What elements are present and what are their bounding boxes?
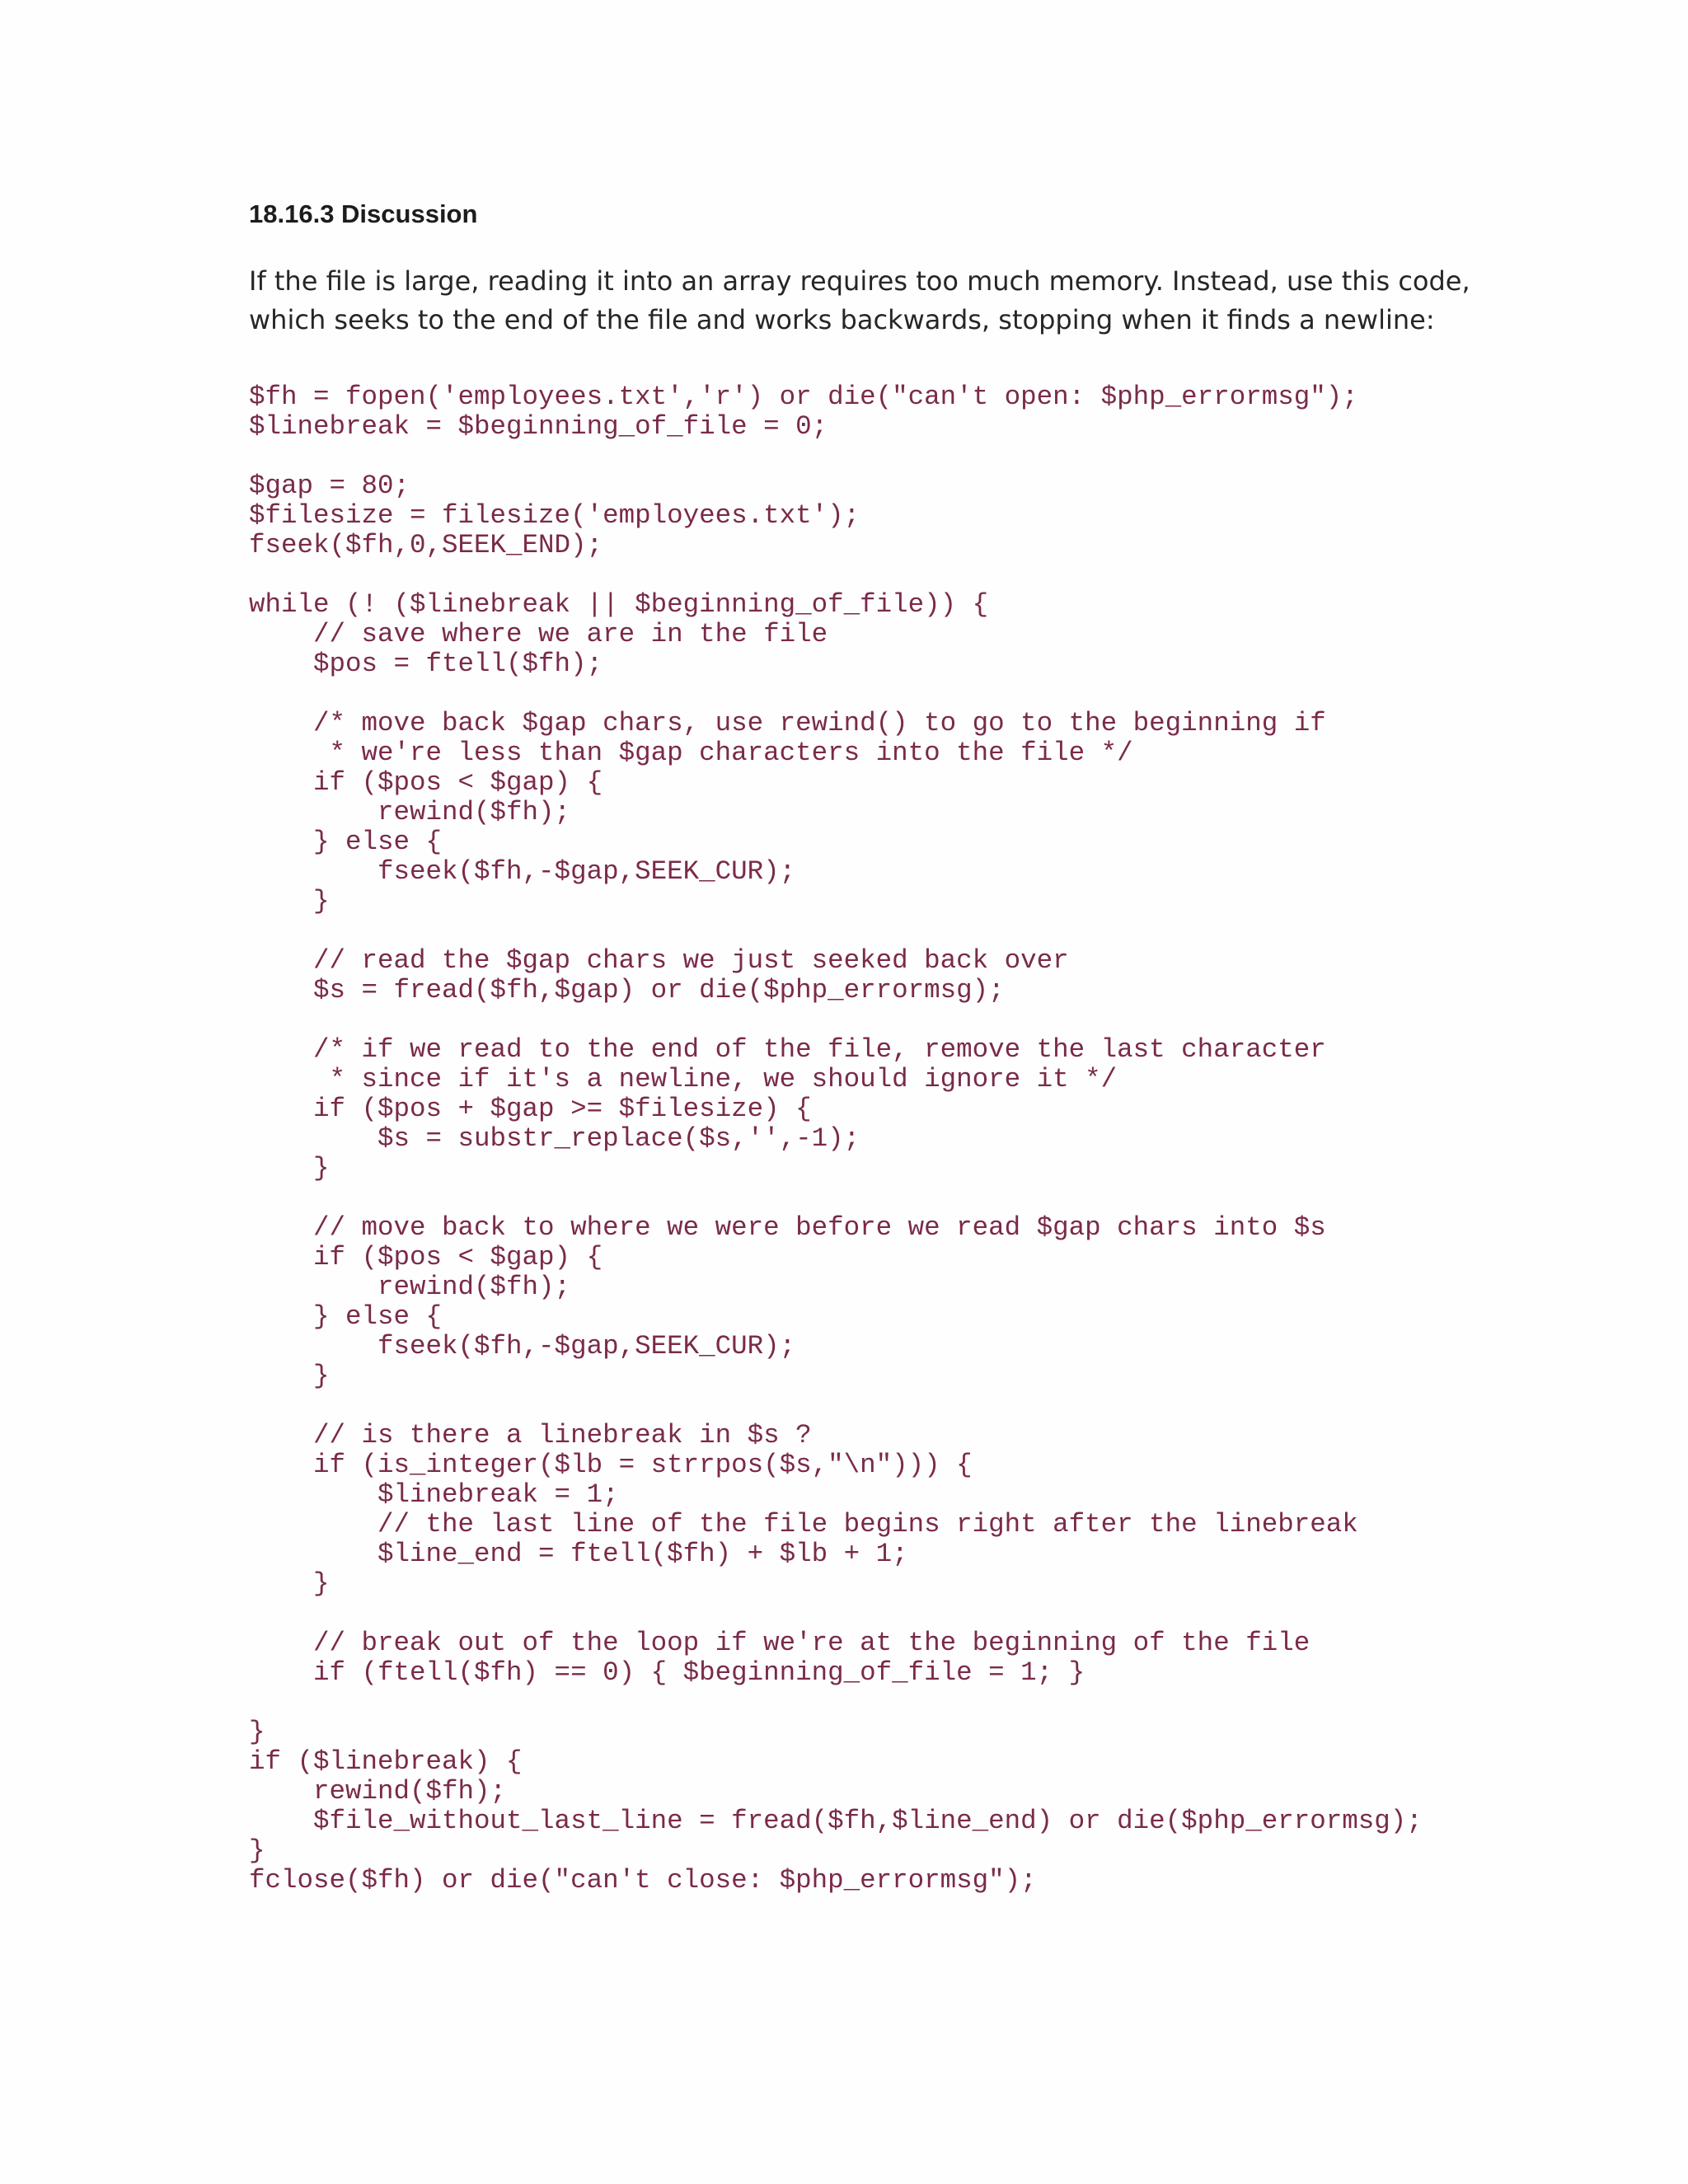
code-line [249, 442, 1423, 471]
code-line: // the last line of the file begins right after the linebreak [249, 1509, 1358, 1540]
code-line: $s = fread($fh,$gap) or die($php_errormsg); [249, 975, 1005, 1005]
code-line [249, 1599, 1423, 1629]
code-line: // break out of the loop if we're at the beginning of the file [249, 1628, 1311, 1658]
code-line: $linebreak = $beginning_of_file = 0; [249, 411, 828, 442]
code-line: } [249, 1717, 265, 1747]
paragraph-line: If the file is large, reading it into an array requires too much memory. Instead, use this code, [249, 265, 1470, 297]
code-line: if ($pos < $gap) { [249, 767, 603, 798]
code-line: } [249, 1153, 330, 1183]
code-line: if (is_integer($lb = strrpos($s,"\n"))) { [249, 1450, 973, 1480]
code-line: } else { [249, 827, 443, 857]
code-line: fclose($fh) or die("can't close: $php_errormsg"); [249, 1865, 1037, 1896]
code-line: /* move back $gap chars, use rewind() to go to the beginning if [249, 708, 1326, 738]
code-line: // move back to where we were before we read $gap chars into $s [249, 1212, 1326, 1243]
code-line: } [249, 1835, 265, 1866]
code-line [249, 560, 1423, 590]
code-line: if (ftell($fh) == 0) { $beginning_of_file = 1; } [249, 1657, 1085, 1688]
code-line: rewind($fh); [249, 1272, 571, 1302]
code-line: fseek($fh,-$gap,SEEK_CUR); [249, 1331, 796, 1361]
code-line: // save where we are in the file [249, 619, 828, 649]
code-line [249, 1688, 1423, 1718]
code-listing [249, 382, 1423, 1896]
code-line: // is there a linebreak in $s ? [249, 1420, 812, 1451]
code-line: if ($pos + $gap >= $filesize) { [249, 1094, 812, 1124]
code-line: * we're less than $gap characters into the file */ [249, 738, 1133, 768]
code-line: $filesize = filesize('employees.txt'); [249, 500, 860, 531]
code-line [249, 1391, 1423, 1421]
code-line: // read the $gap chars we just seeked back over [249, 945, 1069, 976]
code-line [249, 916, 1423, 946]
code-line: if ($pos < $gap) { [249, 1242, 603, 1272]
code-line: rewind($fh); [249, 797, 571, 827]
discussion-paragraph [249, 262, 1470, 340]
code-line: } [249, 886, 330, 916]
code-line: fseek($fh,-$gap,SEEK_CUR); [249, 856, 796, 887]
code-line: rewind($fh); [249, 1776, 507, 1807]
code-line [249, 679, 1423, 709]
code-line: fseek($fh,0,SEEK_END); [249, 530, 603, 560]
code-line: $s = substr_replace($s,'',-1); [249, 1123, 860, 1154]
code-line: if ($linebreak) { [249, 1746, 523, 1777]
code-line: } else { [249, 1301, 443, 1332]
code-line: $pos = ftell($fh); [249, 649, 603, 679]
code-line: $line_end = ftell($fh) + $lb + 1; [249, 1539, 908, 1569]
code-line [249, 1183, 1423, 1213]
code-line [249, 1005, 1423, 1035]
paragraph-line: which seeks to the end of the file and works backwards, stopping when it finds a newline: [249, 304, 1435, 335]
code-line: $file_without_last_line = fread($fh,$line_end) or die($php_errormsg); [249, 1806, 1423, 1836]
code-line: * since if it's a newline, we should ignore it */ [249, 1064, 1118, 1094]
section-heading: 18.16.3 Discussion [249, 199, 478, 228]
code-line: $gap = 80; [249, 471, 410, 501]
code-line: } [249, 1361, 330, 1391]
code-line: while (! ($linebreak || $beginning_of_file)) { [249, 589, 989, 620]
code-line: } [249, 1568, 330, 1599]
code-line: /* if we read to the end of the file, remove the last character [249, 1034, 1326, 1065]
code-line: $fh = fopen('employees.txt','r') or die("can't open: $php_errormsg"); [249, 382, 1358, 412]
code-line: $linebreak = 1; [249, 1479, 619, 1510]
